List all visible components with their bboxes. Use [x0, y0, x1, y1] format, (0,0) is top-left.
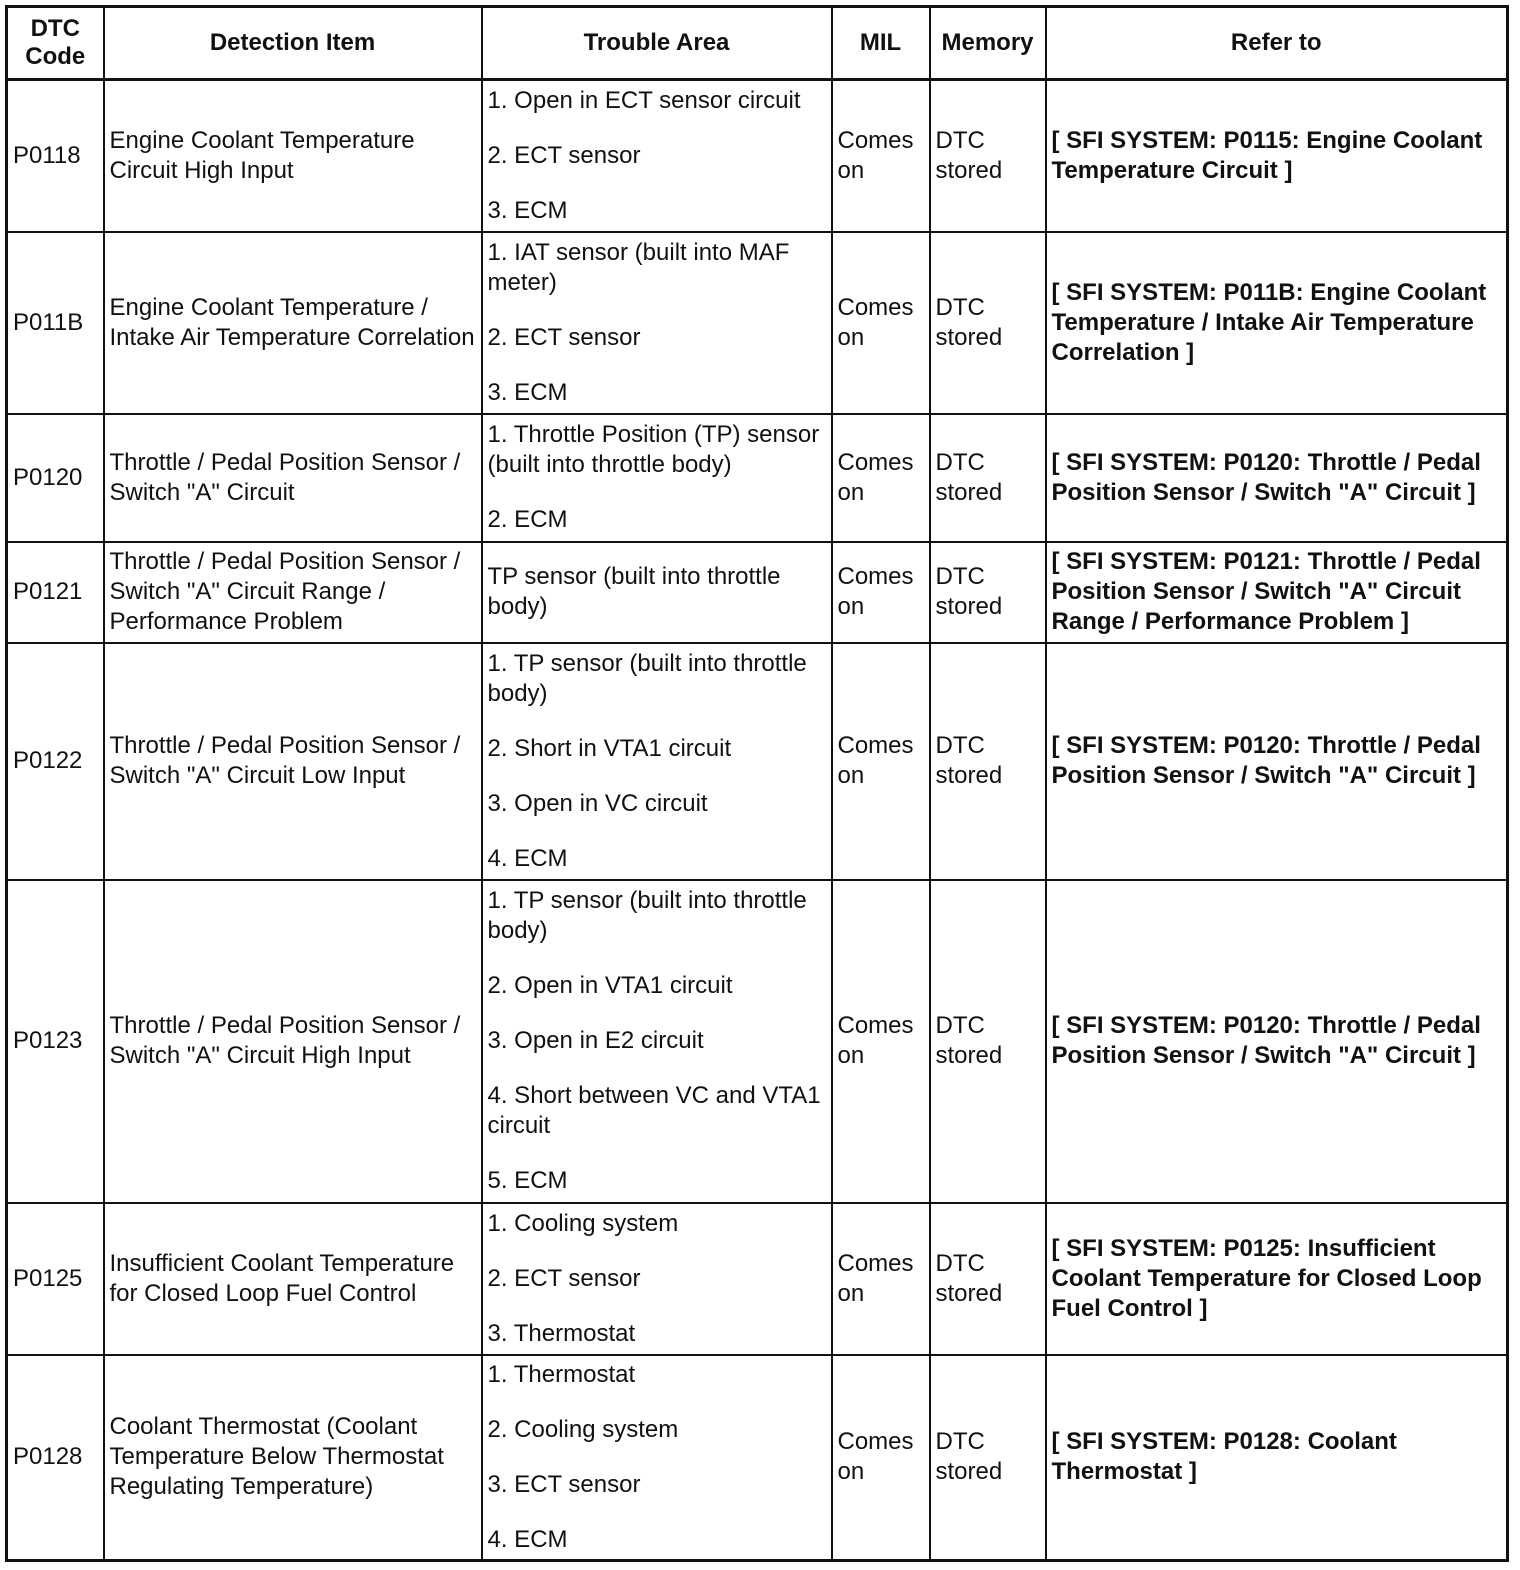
table-row: [7, 880, 1508, 1203]
dtc-code-cell: P0118: [7, 80, 104, 232]
trouble-area-item: 1. TP sensor (built into throttle body): [487, 887, 807, 944]
detection-item-cell: Engine Coolant Temperature / Intake Air Temperature Correlation: [104, 232, 482, 414]
trouble-area-item: 3. Open in VC circuit: [487, 789, 708, 817]
table-row: [7, 1203, 1508, 1355]
header-dtc-code: [7, 7, 104, 80]
memory-cell: DTC stored: [930, 1355, 1046, 1561]
table-row: [7, 542, 1508, 643]
trouble-area-item: 2. ECT sensor: [487, 1264, 641, 1292]
trouble-area-cell: [482, 880, 832, 1203]
trouble-area-cell: [482, 232, 832, 414]
trouble-area-cell: [482, 80, 832, 232]
trouble-area-cell: [482, 1355, 832, 1561]
refer-to-cell: [ SFI SYSTEM: P0121: Throttle / Pedal Position Sensor / Switch "A" Circuit Range / Performance Problem ]: [1046, 542, 1508, 643]
memory-cell: DTC stored: [930, 1203, 1046, 1355]
dtc-code-cell: P0123: [7, 880, 104, 1203]
header-row: [7, 7, 1508, 80]
mil-cell: Comes on: [832, 643, 930, 880]
dtc-code-cell: P0128: [7, 1355, 104, 1561]
trouble-area-cell: [482, 1203, 832, 1355]
memory-cell: DTC stored: [930, 232, 1046, 414]
trouble-area-item: 2. ECT sensor: [487, 323, 641, 351]
trouble-area-item: 1. Open in ECT sensor circuit: [487, 86, 801, 114]
memory-cell: DTC stored: [930, 542, 1046, 643]
refer-to-cell: [ SFI SYSTEM: P0115: Engine Coolant Temperature Circuit ]: [1046, 80, 1508, 232]
dtc-code-cell: P0121: [7, 542, 104, 643]
refer-to-cell: [ SFI SYSTEM: P0125: Insufficient Coolant Temperature for Closed Loop Fuel Control ]: [1046, 1203, 1508, 1355]
header-refer-to: Refer to: [1046, 7, 1508, 80]
trouble-area-item: 3. ECM: [487, 196, 568, 224]
mil-cell: Comes on: [832, 1203, 930, 1355]
mil-cell: Comes on: [832, 542, 930, 643]
trouble-area-item: 5. ECM: [487, 1167, 568, 1194]
header-detection-item: Detection Item: [104, 7, 482, 80]
table-row: [7, 232, 1508, 414]
trouble-area-cell: [482, 643, 832, 880]
header-mil: MIL: [832, 7, 930, 80]
refer-to-cell: [ SFI SYSTEM: P0128: Coolant Thermostat ]: [1046, 1355, 1508, 1561]
refer-to-cell: [ SFI SYSTEM: P011B: Engine Coolant Temperature / Intake Air Temperature Correlation ]: [1046, 232, 1508, 414]
table-row: [7, 1355, 1508, 1561]
detection-item-cell: Coolant Thermostat (Coolant Temperature Below Thermostat Regulating Temperature): [104, 1355, 482, 1561]
dtc-code-cell: P0125: [7, 1203, 104, 1355]
table-row: [7, 414, 1508, 542]
table-row: [7, 643, 1508, 880]
table-row: [7, 80, 1508, 232]
header-dtc-code-line-1: DTC: [30, 15, 80, 42]
mil-cell: Comes on: [832, 80, 930, 232]
dtc-code-cell: P0122: [7, 643, 104, 880]
header-memory: Memory: [930, 7, 1046, 80]
trouble-area-item: 1. Cooling system: [487, 1209, 679, 1237]
detection-item-cell: Throttle / Pedal Position Sensor / Switch "A" Circuit Range / Performance Problem: [104, 542, 482, 643]
trouble-area-item: 2. Open in VTA1 circuit: [487, 972, 733, 999]
trouble-area-item: 1. Thermostat: [487, 1360, 636, 1388]
trouble-area-item: 2. Cooling system: [487, 1415, 679, 1443]
trouble-area-item: 4. ECM: [487, 1525, 568, 1553]
trouble-area-item: TP sensor (built into throttle body): [487, 563, 781, 620]
refer-to-cell: [ SFI SYSTEM: P0120: Throttle / Pedal Position Sensor / Switch "A" Circuit ]: [1046, 414, 1508, 542]
trouble-area-item: 1. IAT sensor (built into MAF meter): [487, 238, 790, 296]
trouble-area-item: 2. ECT sensor: [487, 141, 641, 169]
trouble-area-item: 4. Short between VC and VTA1 circuit: [487, 1082, 821, 1139]
trouble-area-item: 4. ECM: [487, 844, 568, 872]
trouble-area-cell: [482, 414, 832, 542]
trouble-area-item: 3. ECT sensor: [487, 1470, 641, 1498]
dtc-code-cell: P011B: [7, 232, 104, 414]
trouble-area-item: 1. TP sensor (built into throttle body): [487, 649, 807, 707]
trouble-area-item: 3. Thermostat: [487, 1319, 636, 1347]
header-trouble-area: Trouble Area: [482, 7, 832, 80]
mil-cell: Comes on: [832, 232, 930, 414]
detection-item-cell: Throttle / Pedal Position Sensor / Switch "A" Circuit: [104, 414, 482, 542]
memory-cell: DTC stored: [930, 880, 1046, 1203]
trouble-area-item: 3. ECM: [487, 378, 568, 406]
header-dtc-code-line-2: Code: [25, 43, 86, 70]
trouble-area-item: 1. Throttle Position (TP) sensor (built into throttle body): [487, 421, 820, 478]
refer-to-cell: [ SFI SYSTEM: P0120: Throttle / Pedal Position Sensor / Switch "A" Circuit ]: [1046, 880, 1508, 1203]
dtc-code-cell: P0120: [7, 414, 104, 542]
memory-cell: DTC stored: [930, 80, 1046, 232]
detection-item-cell: Insufficient Coolant Temperature for Closed Loop Fuel Control: [104, 1203, 482, 1355]
mil-cell: Comes on: [832, 414, 930, 542]
mil-cell: Comes on: [832, 880, 930, 1203]
trouble-area-item: 2. Short in VTA1 circuit: [487, 734, 732, 762]
trouble-area-item: 2. ECM: [487, 506, 568, 533]
memory-cell: DTC stored: [930, 643, 1046, 880]
trouble-area-item: 3. Open in E2 circuit: [487, 1027, 704, 1054]
detection-item-cell: Throttle / Pedal Position Sensor / Switch "A" Circuit Low Input: [104, 643, 482, 880]
trouble-area-cell: [482, 542, 832, 643]
detection-item-cell: Throttle / Pedal Position Sensor / Switch "A" Circuit High Input: [104, 880, 482, 1203]
dtc-table-body: [7, 80, 1508, 1561]
detection-item-cell: Engine Coolant Temperature Circuit High Input: [104, 80, 482, 232]
memory-cell: DTC stored: [930, 414, 1046, 542]
dtc-table: [5, 5, 1509, 1562]
mil-cell: Comes on: [832, 1355, 930, 1561]
refer-to-cell: [ SFI SYSTEM: P0120: Throttle / Pedal Position Sensor / Switch "A" Circuit ]: [1046, 643, 1508, 880]
